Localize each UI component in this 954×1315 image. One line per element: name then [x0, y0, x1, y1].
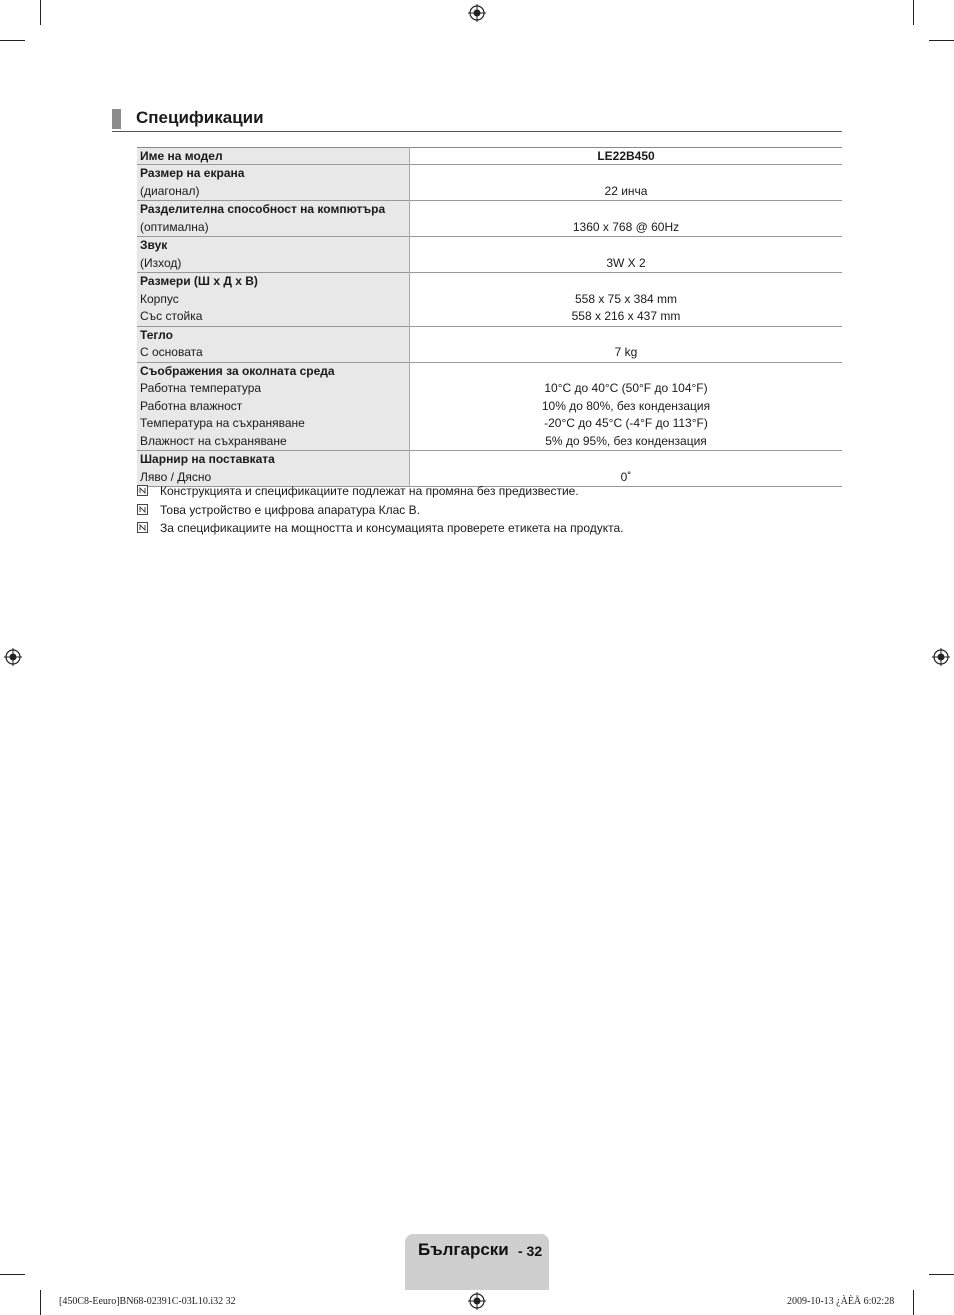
table-row	[137, 219, 842, 237]
print-info-left: [450C8-Eeuro]BN68-02391C-03L10.i32 32	[59, 1296, 236, 1307]
table-row	[137, 398, 842, 416]
row-label: Влажност на съхраняване	[137, 433, 410, 451]
row-value: 10°C до 40°C (50°F до 104°F)	[544, 381, 708, 395]
spec-table	[137, 147, 842, 487]
section-marker	[112, 109, 121, 129]
table-row	[137, 326, 842, 344]
row-label: Работна температура	[137, 380, 410, 398]
crop-mark	[929, 40, 954, 41]
crop-mark	[929, 1274, 954, 1275]
row-label: (диагонал)	[137, 183, 410, 201]
print-info-right: 2009-10-13 ¿ÀÈÄ 6:02:28	[787, 1296, 895, 1307]
table-header-row	[137, 148, 842, 165]
row-label: Ляво / Дясно	[137, 469, 410, 487]
row-label: Корпус	[137, 291, 410, 309]
note-icon	[137, 522, 148, 533]
row-value: 0˚	[410, 469, 843, 487]
group-title: Размери (Ш x Д x В)	[137, 273, 410, 291]
table-row	[137, 380, 842, 398]
row-label: Със стойка	[137, 308, 410, 326]
note-icon	[137, 485, 148, 496]
note-text: Конструкцията и спецификациите подлежат на промяна без предизвестие.	[160, 484, 579, 498]
row-label: Работна влажност	[137, 398, 410, 416]
registration-mark-icon	[4, 648, 22, 666]
table-row	[137, 415, 842, 433]
row-label: (оптимална)	[137, 219, 410, 237]
crop-mark	[913, 1290, 914, 1315]
table-row	[137, 273, 842, 291]
registration-mark-icon	[932, 648, 950, 666]
row-value: 558 x 216 x 437 mm	[571, 309, 681, 323]
section-header	[112, 107, 842, 132]
row-value: -20°C до 45°C (-4°F до 113°F)	[544, 416, 708, 430]
group-title: Тегло	[137, 326, 410, 344]
note-text: За спецификациите на мощността и консумацията проверете етикета на продукта.	[160, 521, 624, 535]
crop-mark	[0, 1274, 25, 1275]
note-icon	[137, 504, 148, 515]
group-title: Съображения за околната среда	[137, 362, 410, 380]
registration-mark-icon	[468, 4, 486, 22]
row-label: Температура на съхраняване	[137, 415, 410, 433]
table-row	[137, 183, 842, 201]
table-row	[137, 344, 842, 362]
row-value: 7 kg	[614, 345, 638, 359]
row-value: 10% до 80%, без кондензация	[541, 398, 711, 413]
page-number: - 32	[518, 1243, 543, 1259]
page-footer-tab	[405, 1234, 549, 1290]
table-row	[137, 165, 842, 183]
model-name-value: LE22B450	[410, 148, 843, 165]
table-row	[137, 201, 842, 219]
table-row	[137, 237, 842, 255]
note-text: Това устройство е цифрова апаратура Клас B.	[160, 502, 420, 517]
table-row	[137, 308, 842, 326]
footer-language: Български	[418, 1240, 509, 1259]
crop-mark	[0, 40, 25, 41]
row-value: 22 инча	[604, 183, 648, 198]
crop-mark	[40, 0, 41, 25]
table-row	[137, 451, 842, 469]
model-name-label: Име на модел	[137, 148, 410, 165]
row-value: 5% до 95%, без кондензация	[545, 433, 707, 448]
group-title: Звук	[137, 237, 410, 255]
table-row	[137, 255, 842, 273]
row-value: 1360 x 768 @ 60Hz	[572, 219, 680, 234]
table-row	[137, 433, 842, 451]
crop-mark	[40, 1290, 41, 1315]
group-title: Шарнир на поставката	[137, 451, 410, 469]
row-label: (Изход)	[137, 255, 410, 273]
page-title: Спецификации	[136, 108, 264, 127]
row-value: 558 x 75 x 384 mm	[574, 291, 678, 306]
table-row	[137, 291, 842, 309]
table-row	[137, 362, 842, 380]
registration-mark-icon	[468, 1292, 486, 1310]
crop-mark	[913, 0, 914, 25]
row-label: С основата	[137, 344, 410, 362]
row-value: 3W X 2	[606, 255, 646, 270]
group-title: Разделителна способност на компютъра	[137, 201, 410, 219]
group-title: Размер на екрана	[137, 165, 410, 183]
